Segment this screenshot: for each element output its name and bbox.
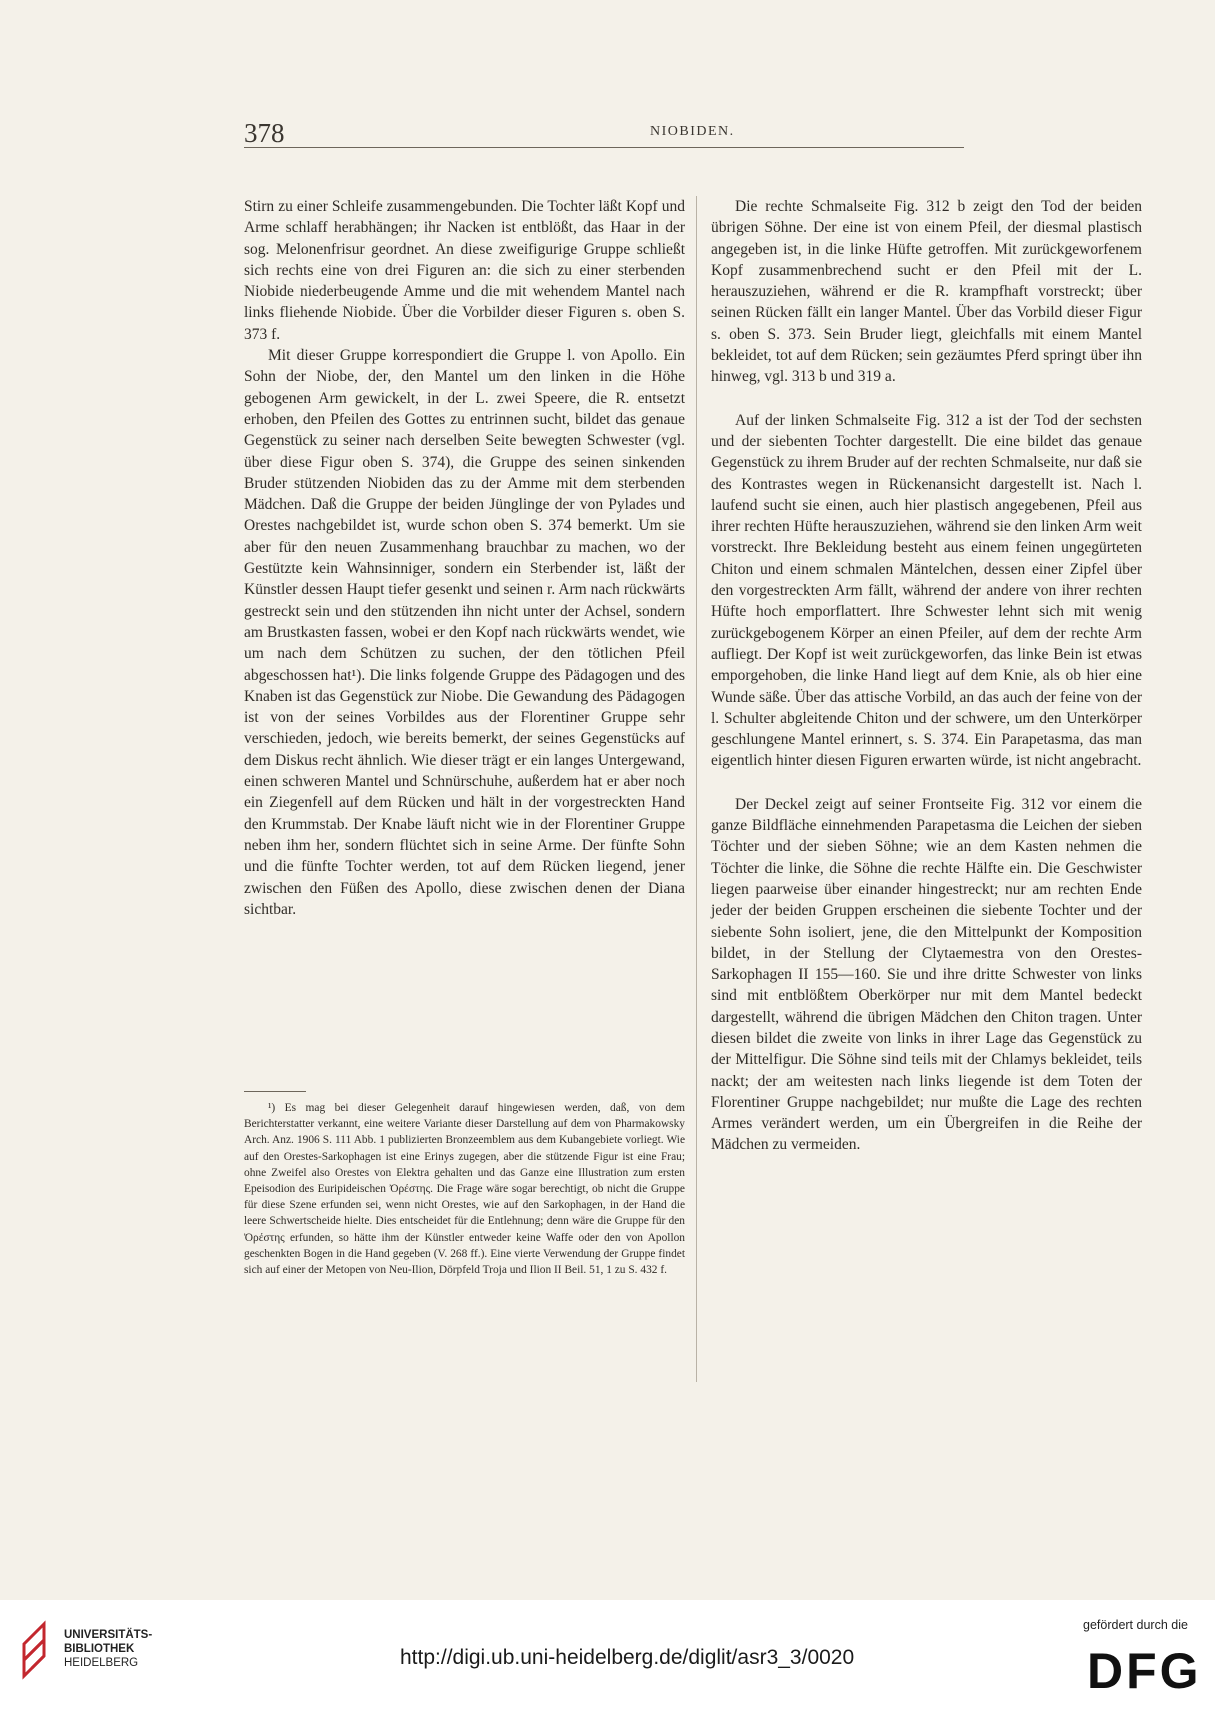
library-name-line-2: BIBLIOTHEK [64,1643,135,1655]
column-divider [696,196,697,1382]
viewer-footer [0,1600,1215,1711]
ub-heidelberg-logo-icon[interactable] [14,1620,54,1684]
ub-heidelberg-logo-text[interactable] [64,1628,152,1670]
left-column [244,196,685,920]
library-name-line-3: HEIDELBERG [64,1657,139,1669]
right-paragraph-1: Die rechte Schmalseite Fig. 312 b zeigt den Tod der beiden übrigen Söhne. Der eine ist von einem Pfeil, der diesmal plastisch angegeben ist, in die linke Hüfte getroffen. Mit zurückgeworfenem Kopf zusammenbrechend sucht er den Pfeil mit der L. herauszuziehen, während er die R. krampfhaft vorstreckt; über seinen Rücken fällt ein langer Mantel. Über das Vorbild dieser Figur s. oben S. 373. Sein Bruder liegt, gleichfalls mit einem Mantel bekleidet, tot auf dem Rücken; sein gezäumtes Pferd springt über ihn hinweg, vgl. 313 b und 319 a. [711,198,1142,386]
dfg-logo[interactable]: DFG [1087,1643,1202,1699]
page-number: 378 [244,118,285,148]
right-paragraph-3: Der Deckel zeigt auf seiner Frontseite Fig. 312 vor einem die ganze Bildfläche einnehmenden Parapetasma die Leichen der sieben Töchter und der sieben Söhne; wie an dem Kasten nehmen die Töchter die linke, die Söhne die rechte Hälfte ein. Die Geschwister liegen paarweise über einander hingestreckt; nur am rechten Ende jeder der beiden Gruppen erscheinen die siebente Tochter und der siebente Sohn isoliert, jene, die den Mittelpunkt der Komposition bildet, in der Stellung der Clytaemestra von den Orestes-Sarkophagen II 155—160. Sie und ihre dritte Schwester von links sind mit entblößtem Oberkörper nur mit dem Mantel bedeckt dargestellt, während die übrigen Mädchen den Chiton tragen. Unter diesen bildet die zweite von links in ihrer Lage das Gegenstück zu der Mittelfigur. Die Söhne sind teils mit der Chlamys bekleidet, teils nackt; der am weitesten nach links liegende ist dem Toten der Florentiner Gruppe nachgebildet; nur mußte die Lage des rechten Armes verändert werden, um ein Übergreifen in die Reihe der Mädchen zu vermeiden. [711,795,1142,1154]
left-paragraph-2: Mit dieser Gruppe korrespondiert die Gruppe l. von Apollo. Ein Sohn der Niobe, der, den Mantel um den linken in die Höhe gebogenen Arm gewickelt, in der L. zwei Speere, die R. entsetzt erhoben, den Pfeilen des Gottes zu entrinnen sucht, bildet das genaue Gegenstück zu seiner nach derselben Seite bewegten Schwester (vgl. über diese Figur oben S. 374), die Gruppe des seinen sinkenden Bruder stützenden Niobiden das zu der Amme mit dem sterbenden Mädchen. Daß die Gruppe der beiden Jünglinge der von Pylades und Orestes nachgebildet ist, wurde schon oben S. 374 bemerkt. Um sie aber für den neuen Zusammenhang brauchbar zu machen, wo der Gestützte kein Wahnsinniger, sondern ein Sterbender ist, läßt der Künstler dessen Haupt tiefer gesenkt und seinen r. Arm nach rückwärts gestreckt sein und den stützenden ihn nicht unter der Achsel, sondern am Brustkasten fassen, wobei er den Kopf nach rückwärts wendet, wie um nach dem Schützen zu suchen, der den tötlichen Pfeil abgeschossen hat¹). Die links folgende Gruppe des Pädagogen und des Knaben ist das Gegenstück zur Niobe. Die Gewandung des Pädagogen ist von der seines Vorbildes aus der Florentiner Gruppe sehr verschieden, jedoch, wie bereits bemerkt, der seines Gegenstücks auf dem Diskus recht ähnlich. Wie dieser trägt er ein langes Untergewand, einen schweren Mantel und Schnürschuhe, außerdem hat er aber noch ein Ziegenfell auf dem Rücken und hält in der vorgestreckten Hand den Krummstab. Der Knabe läuft nicht wie in der Florentiner Gruppe neben ihm her, sondern flüchtet sich in seine Arme. Der fünfte Sohn und die fünfte Tochter werden, tot auf dem Rücken liegend, jener zwischen den Füßen des Apollo, diese zwischen denen der Diana sichtbar. [244,347,685,918]
header-rule [244,147,964,148]
digitization-url-link[interactable]: http://digi.ub.uni-heidelberg.de/diglit/asr3_3/0020 [400,1646,855,1669]
library-name-line-1: UNIVERSITÄTS- [64,1629,153,1641]
footnote-rule [244,1091,306,1092]
right-column [711,196,1142,1156]
funding-note: gefördert durch die [1083,1618,1188,1632]
running-head: NIOBIDEN. [650,124,735,139]
footnote: ¹) Es mag bei dieser Gelegenheit darauf hingewiesen werden, daß, von dem Berichterstatter verkannt, eine weitere Variante dieser Darstellung auf dem von Pharmakowsky Arch. Anz. 1906 S. 111 Abb. 1 publizierten Bronzeemblem aus dem Kubangebiete vorliegt. Wie auf den Orestes-Sarkophagen ist eine Erinys zugegen, aber die stützende Figur ist eine Frau; ohne Zweifel also Orestes von Elektra gehalten und das Ganze eine Illustration zum ersten Epeisodion des Euripideischen Ὀρέστης. Die Frage wäre sogar berechtigt, ob nicht die Gruppe für diese Szene erfunden sei, wenn nicht Orestes, wie auf den Sarkophagen, in der Hand die leere Schwertscheide hielte. Dies entscheidet für die Entlehnung; denn wäre die Gruppe für den Ὀρέστης erfunden, so hätte ihm der Künstler entweder keine Waffe oder den von Apollon geschenkten Bogen in die Hand gegeben (V. 268 ff.). Eine vierte Verwendung der Gruppe findet sich auf einer der Metopen von Neu-Ilion, Dörpfeld Troja und Ilion II Beil. 51, 1 zu S. 432 f. [244,1102,685,1277]
left-paragraph-1: Stirn zu einer Schleife zusammengebunden. Die Tochter läßt Kopf und Arme schlaff herabhängen; ihr Nacken ist entblößt, das Haar in der sog. Melonenfrisur geordnet. An diese zweifigurige Gruppe schließt sich rechts eine von drei Figuren an: die sich zu einer sterbenden Niobide niederbeugende Amme und die mit wehendem Mantel nach links fliehende Niobide. Über die Vorbilder dieser Figuren s. oben S. 373 f. [244,198,685,343]
right-paragraph-2: Auf der linken Schmalseite Fig. 312 a ist der Tod der sechsten und der siebenten Tochter dargestellt. Die eine bildet das genaue Gegenstück zu ihrem Bruder auf der rechten Schmalseite, nur daß sie des Kontrastes wegen in Rückenansicht dargestellt ist. Nach l. laufend sucht sie einen, auch hier plastisch angegebenen, Pfeil aus ihrer rechten Hüfte herauszuziehen, während sie den linken Arm weit vorstreckt. Ihre Bekleidung besteht aus einem feinen ungegürteten Chiton und einem schmalen Mäntelchen, dessen einer Zipfel über den vorgestreckten Arm fällt, während der andere von ihrer rechten Hüfte hoch emporflattert. Ihre Schwester lehnt sich mit wenig zurückgebogenem Körper an einen Pfeiler, auf dem der rechte Arm aufliegt. Der Kopf ist weit zurückgeworfen, das linke Bein ist etwas emporgehoben, die linke Hand liegt auf dem Knie, als ob hier eine Wunde säße. Über das attische Vorbild, an das auch der feine von der l. Schulter abgleitende Chiton und der schwere, um den Unterkörper geschlungene Mantel erinnert, s. S. 374. Ein Parapetasma, das man eigentlich hinter diesen Figuren erwarten würde, ist nicht angebracht. [711,411,1142,770]
